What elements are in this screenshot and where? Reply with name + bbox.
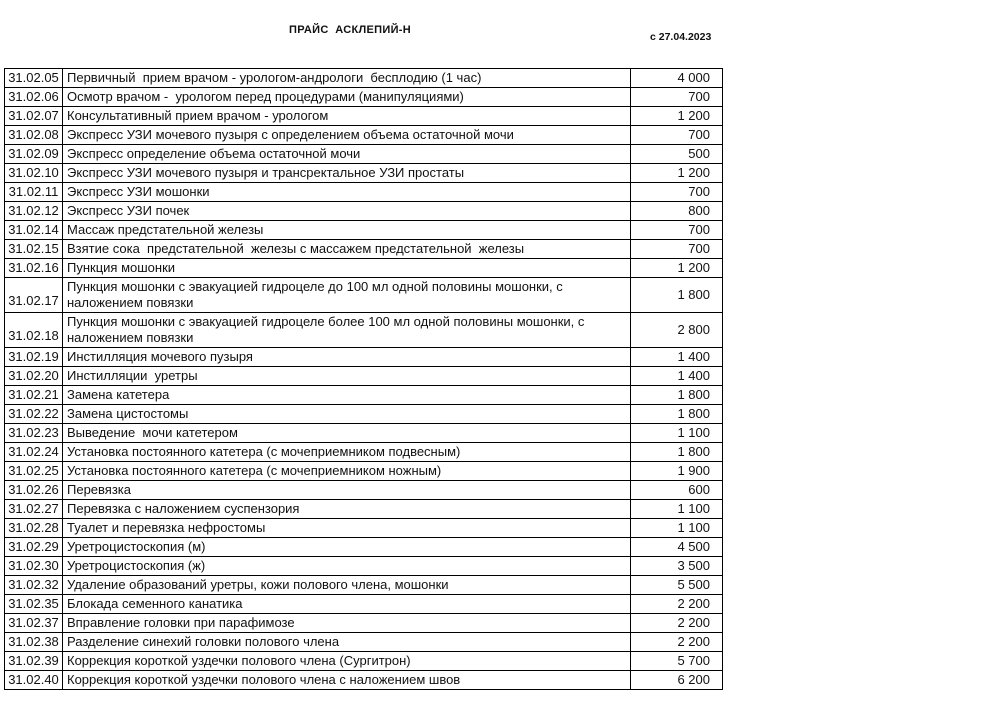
service-code: 31.02.09 [5,145,63,164]
table-row [5,538,723,557]
service-price: 1 800 [631,405,723,424]
service-description: Массаж предстательной железы [63,221,631,240]
service-price: 1 800 [631,278,723,313]
service-description: Установка постоянного катетера (с мочеприемником подвесным) [63,443,631,462]
service-description: Вправление головки при парафимозе [63,614,631,633]
service-code: 31.02.11 [5,183,63,202]
service-code: 31.02.15 [5,240,63,259]
service-price: 700 [631,183,723,202]
table-row [5,69,723,88]
service-description: Инстилляция мочевого пузыря [63,348,631,367]
table-row [5,671,723,690]
table-row [5,576,723,595]
price-table [4,68,723,690]
service-code: 31.02.16 [5,259,63,278]
service-price: 1 100 [631,500,723,519]
table-row [5,500,723,519]
service-code: 31.02.10 [5,164,63,183]
service-description: Экспресс определение объема остаточной мочи [63,145,631,164]
table-row [5,462,723,481]
service-description: Удаление образований уретры, кожи полового члена, мошонки [63,576,631,595]
service-price: 1 400 [631,348,723,367]
service-code: 31.02.32 [5,576,63,595]
table-row [5,278,723,313]
service-price: 6 200 [631,671,723,690]
table-row [5,519,723,538]
service-code: 31.02.20 [5,367,63,386]
service-code: 31.02.30 [5,557,63,576]
table-row [5,221,723,240]
service-description: Уретроцистоскопия (ж) [63,557,631,576]
service-description: Экспресс УЗИ мочевого пузыря с определением объема остаточной мочи [63,126,631,145]
service-code: 31.02.29 [5,538,63,557]
table-row [5,367,723,386]
table-row [5,259,723,278]
table-row [5,145,723,164]
table-row [5,595,723,614]
table-row [5,202,723,221]
service-price: 5 700 [631,652,723,671]
service-price: 700 [631,221,723,240]
service-description: Коррекция короткой уздечки полового члена (Сургитрон) [63,652,631,671]
service-code: 31.02.17 [5,278,63,313]
service-description: Блокада семенного канатика [63,595,631,614]
service-description: Осмотр врачом - урологом перед процедурами (манипуляциями) [63,88,631,107]
service-description: Перевязка [63,481,631,500]
service-code: 31.02.37 [5,614,63,633]
table-row [5,240,723,259]
service-price: 3 500 [631,557,723,576]
table-row [5,386,723,405]
service-description: Уретроцистоскопия (м) [63,538,631,557]
page-title: ПРАЙС АСКЛЕПИЙ-Н [289,24,411,36]
service-description: Замена цистостомы [63,405,631,424]
table-row [5,405,723,424]
service-code: 31.02.22 [5,405,63,424]
service-code: 31.02.24 [5,443,63,462]
service-code: 31.02.27 [5,500,63,519]
service-description: Разделение синехий головки полового члена [63,633,631,652]
service-code: 31.02.35 [5,595,63,614]
service-code: 31.02.14 [5,221,63,240]
table-row [5,126,723,145]
service-code: 31.02.08 [5,126,63,145]
service-description: Замена катетера [63,386,631,405]
service-price: 2 200 [631,595,723,614]
service-price: 1 200 [631,164,723,183]
effective-date: с 27.04.2023 [650,31,712,43]
table-row [5,88,723,107]
service-code: 31.02.19 [5,348,63,367]
service-code: 31.02.12 [5,202,63,221]
service-description: Консультативный прием врачом - урологом [63,107,631,126]
service-description: Пункция мошонки с эвакуацией гидроцеле более 100 мл одной половины мошонки, с наложением повязки [63,313,631,348]
table-row [5,348,723,367]
service-price: 1 900 [631,462,723,481]
table-row [5,557,723,576]
price-table-body [5,69,723,690]
service-description: Пункция мошонки с эвакуацией гидроцеле до 100 мл одной половины мошонки, с наложением повязки [63,278,631,313]
service-price: 500 [631,145,723,164]
service-code: 31.02.05 [5,69,63,88]
service-price: 4 500 [631,538,723,557]
service-price: 1 100 [631,424,723,443]
service-price: 2 800 [631,313,723,348]
table-row [5,443,723,462]
service-price: 1 400 [631,367,723,386]
service-price: 600 [631,481,723,500]
table-row [5,652,723,671]
table-row [5,164,723,183]
table-row [5,424,723,443]
service-price: 2 200 [631,633,723,652]
service-code: 31.02.38 [5,633,63,652]
service-code: 31.02.07 [5,107,63,126]
service-price: 700 [631,240,723,259]
service-code: 31.02.25 [5,462,63,481]
service-price: 1 200 [631,259,723,278]
service-code: 31.02.06 [5,88,63,107]
service-price: 700 [631,126,723,145]
service-description: Инстилляции уретры [63,367,631,386]
service-description: Коррекция короткой уздечки полового члена с наложением швов [63,671,631,690]
service-description: Пункция мошонки [63,259,631,278]
service-code: 31.02.40 [5,671,63,690]
table-row [5,614,723,633]
table-row [5,481,723,500]
service-price: 1 100 [631,519,723,538]
service-description: Перевязка с наложением суспензория [63,500,631,519]
table-row [5,633,723,652]
service-description: Экспресс УЗИ мошонки [63,183,631,202]
service-price: 4 000 [631,69,723,88]
service-code: 31.02.18 [5,313,63,348]
service-price: 5 500 [631,576,723,595]
service-description: Экспресс УЗИ мочевого пузыря и трансректальное УЗИ простаты [63,164,631,183]
service-description: Первичный прием врачом - урологом-андрологи бесплодию (1 час) [63,69,631,88]
service-description: Экспресс УЗИ почек [63,202,631,221]
service-code: 31.02.26 [5,481,63,500]
service-description: Туалет и перевязка нефростомы [63,519,631,538]
service-description: Взятие сока предстательной железы с массажем предстательной железы [63,240,631,259]
service-price: 700 [631,88,723,107]
table-row [5,313,723,348]
service-code: 31.02.39 [5,652,63,671]
service-price: 1 800 [631,443,723,462]
service-price: 1 800 [631,386,723,405]
service-price: 2 200 [631,614,723,633]
service-description: Установка постоянного катетера (с мочеприемником ножным) [63,462,631,481]
table-row [5,107,723,126]
table-row [5,183,723,202]
service-code: 31.02.28 [5,519,63,538]
service-price: 800 [631,202,723,221]
service-price: 1 200 [631,107,723,126]
service-description: Выведение мочи катетером [63,424,631,443]
service-code: 31.02.23 [5,424,63,443]
service-code: 31.02.21 [5,386,63,405]
